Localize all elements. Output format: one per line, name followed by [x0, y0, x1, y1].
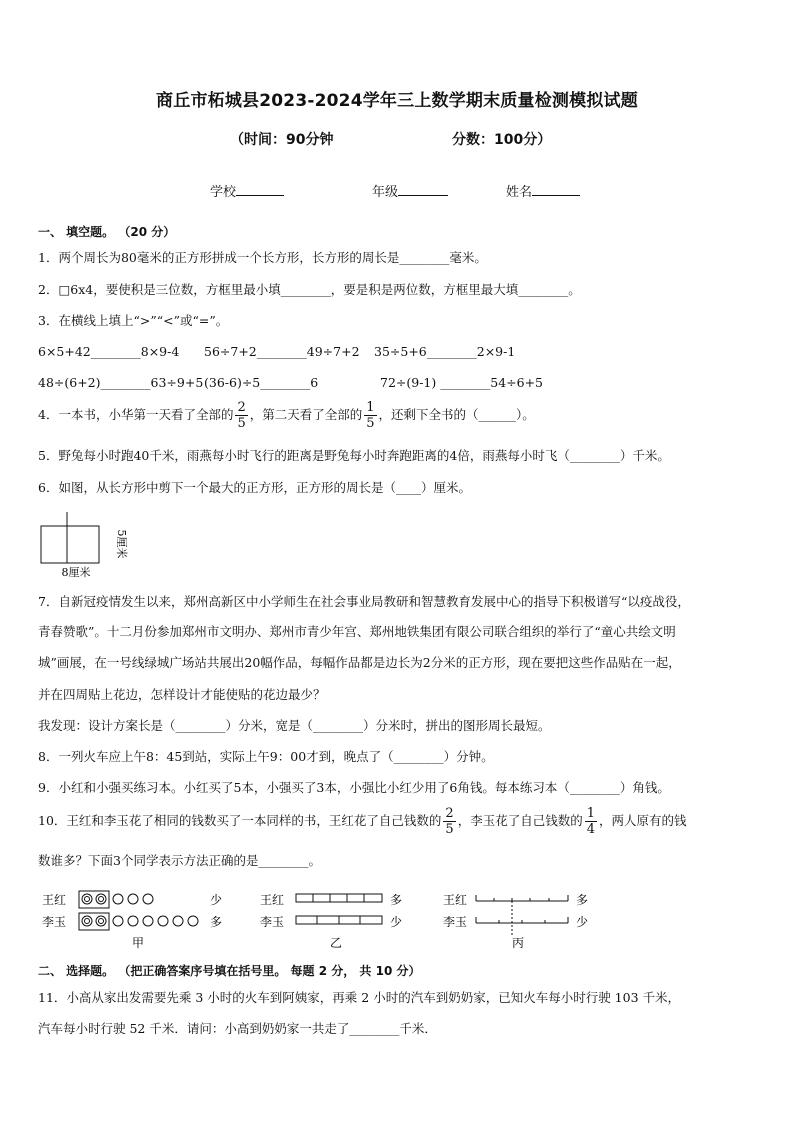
bottom-length-label: 8厘米	[61, 566, 91, 579]
svg-text:王红: 王红	[42, 893, 67, 907]
question-7-line3: 城”画展，在一号线绿城广场站共展出20幅作品，每幅作品都是边长为2分米的正方形，现在要把这些作品贴在一起，	[38, 655, 681, 670]
question-11-line1: 11．小高从家出发需要先乘 3 小时的火车到阿姨家，再乘 2 小时的汽车到奶奶家，已知火车每小时行驶 103 千米，	[38, 990, 681, 1005]
exam-time: （时间：90分钟	[230, 132, 334, 148]
question-11-line2: 汽车每小时行驶 52 千米．请问：小高到奶奶家一共走了________千米．	[38, 1021, 437, 1036]
fraction: $\frac{1}{5}$	[366, 400, 375, 431]
svg-text:多: 多	[390, 893, 403, 907]
svg-text:王红: 王红	[443, 893, 468, 907]
diagram-bing	[443, 893, 588, 950]
svg-text:多: 多	[576, 893, 589, 907]
compare-item: 35÷5+6________2×9-1	[374, 344, 516, 359]
question-9: 9．小红和小强买练习本。小红买了5本，小强买了3本，小强比小红少用了6角钱。每本练习本（________）角钱。	[38, 780, 670, 795]
svg-text:多: 多	[210, 915, 223, 929]
compare-item: (36-6)÷5________6	[204, 375, 319, 390]
svg-text:李玉: 李玉	[260, 915, 285, 929]
compare-item: 6×5+42________8×9-4	[38, 344, 180, 359]
svg-text:少: 少	[210, 893, 223, 907]
section2-heading: 二、 选择题。 （把正确答案序号填在括号里。 每题 2 分， 共 10 分）	[38, 964, 421, 978]
fraction: $\frac{2}{5}$	[445, 806, 454, 837]
name-label: 姓名	[506, 185, 533, 200]
question-7-line1: 7．自新冠疫情发生以来，郑州高新区中小学师生在社会事业局教研和智慧教育发展中心的指导下积极谱写“以疫战役，	[38, 594, 690, 609]
svg-text:乙: 乙	[330, 936, 343, 950]
compare-item: 56÷7+2________49÷7+2	[204, 344, 360, 359]
diagram-yi	[260, 893, 402, 950]
svg-text:少: 少	[390, 915, 403, 929]
svg-text:李玉: 李玉	[42, 915, 67, 929]
name-field[interactable]	[506, 181, 580, 200]
svg-text:王红: 王红	[260, 893, 285, 907]
question-3: 3．在横线上填上“>”“<”或“=”。	[38, 313, 229, 328]
question-1: 1．两个周长为80毫米的正方形拼成一个长方形，长方形的周长是________毫米。	[38, 250, 487, 265]
compare-item: 72÷(9-1) ________54÷6+5	[380, 375, 543, 390]
exam-score: 分数：100分）	[452, 132, 552, 148]
svg-text:丙: 丙	[512, 936, 525, 950]
question-10: 10．王红和李玉花了相同的钱数买了一本同样的书，王红花了自己钱数的 $\frac{2}{5}$ ，李玉花了自己钱数的 $\frac{1}{4}$ ，两人原有的钱	[38, 806, 687, 837]
fraction: $\frac{2}{5}$	[237, 400, 246, 431]
school-field[interactable]	[210, 181, 284, 200]
question-4: 4．一本书，小华第一天看了全部的 $\frac{2}{5}$ ，第二天看了全部的 $\frac{1}{5}$ ，还剩下全书的（______）。	[38, 400, 535, 431]
svg-text:李玉: 李玉	[443, 915, 468, 929]
rectangle-diagram	[38, 508, 138, 580]
question-7-line4: 并在四周贴上花边，怎样设计才能使贴的花边最少？	[38, 687, 326, 702]
question-5: 5．野兔每小时跑40千米，雨燕每小时飞行的距离是野兔每小时奔跑距离的4倍，雨燕每小时飞（________）千米。	[38, 448, 670, 463]
question-6: 6．如图，从长方形中剪下一个最大的正方形，正方形的周长是（____）厘米。	[38, 480, 471, 495]
question-2: 2．□6x4，要使积是三位数，方框里最小填________，要是积是两位数，方框里最大填________。	[38, 282, 581, 297]
grade-field[interactable]	[372, 181, 448, 200]
question-7-line2: 青春赞歌”。十二月份参加郑州市文明办、郑州市青少年宫、郑州地铁集团有限公司联合组织的举行了“童心共绘文明	[38, 624, 676, 639]
side-length-label: 5厘米	[115, 529, 128, 559]
comparison-diagrams	[38, 885, 598, 951]
compare-item: 48÷(6+2)________63÷9+5	[38, 375, 204, 390]
page-title: 商丘市柘城县2023-2024学年三上数学期末质量检测模拟试题	[156, 91, 638, 111]
svg-text:甲: 甲	[132, 936, 145, 950]
rectangle-outline	[41, 526, 99, 563]
question-8: 8．一列火车应上午8：45到站，实际上午9：00才到，晚点了（________）分钟。	[38, 749, 494, 764]
diagram-jia	[42, 891, 222, 950]
school-label: 学校	[210, 185, 237, 200]
question-10-line2: 数谁多？下面3个同学表示方法正确的是________。	[38, 853, 321, 868]
fraction: $\frac{1}{4}$	[586, 806, 595, 837]
svg-text:少: 少	[576, 915, 589, 929]
grade-label: 年级	[372, 185, 399, 200]
section1-heading: 一、 填空题。 （20 分）	[38, 225, 176, 239]
question-7-answer: 我发现：设计方案长是（________）分米，宽是（________）分米时，拼出的图形周长最短。	[38, 718, 551, 733]
